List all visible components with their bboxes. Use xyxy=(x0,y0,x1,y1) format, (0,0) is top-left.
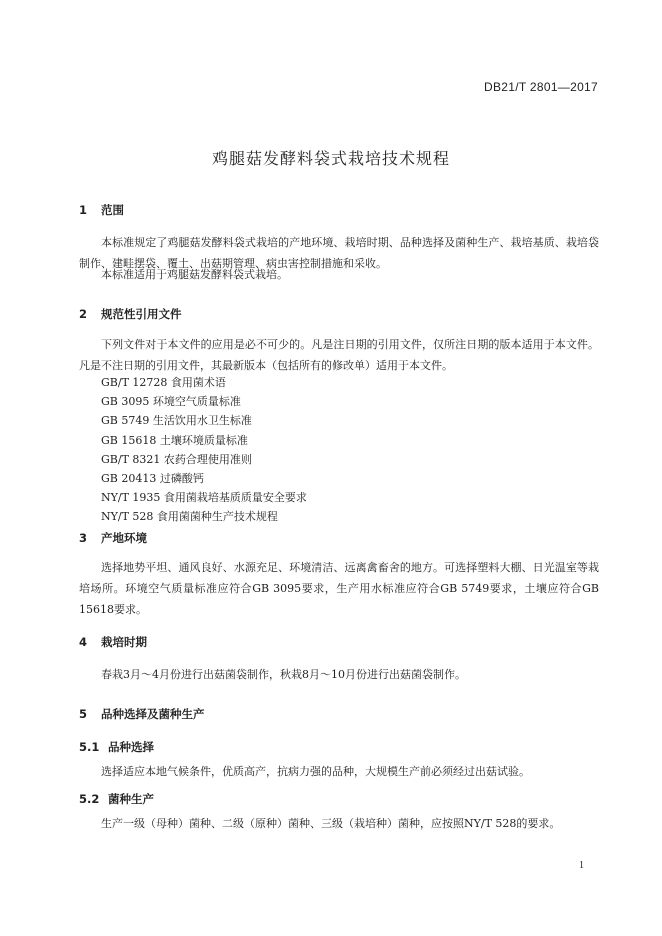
reference-item: GB 20413 过磷酸钙 xyxy=(101,472,204,485)
reference-item: GB/T 12728 食用菌术语 xyxy=(101,376,226,389)
standard-code: DB21/T 2801—2017 xyxy=(484,80,598,94)
section-number: 4 xyxy=(79,635,88,649)
reference-item: NY/T 528 食用菌菌种生产技术规程 xyxy=(101,510,278,523)
subsection-title: 菌种生产 xyxy=(108,792,154,806)
section-2-paragraph-1: 下列文件对于本文件的应用是必不可少的。凡是注日期的引用文件，仅所注日期的版本适用于本文件。凡是不注日期的引用文件，其最新版本（包括所有的修改单）适用于本文件。 xyxy=(79,338,599,372)
section-title: 品种选择及菌种生产 xyxy=(101,707,205,721)
section-number: 3 xyxy=(79,531,88,545)
subsection-title: 品种选择 xyxy=(108,740,154,754)
section-5-heading xyxy=(79,706,205,722)
section-1-paragraph-1: 本标准规定了鸡腿菇发酵料袋式栽培的产地环境、栽培时期、品种选择及菌种生产、栽培基质、栽培袋制作、建畦摆袋、覆土、出菇期管理、病虫害控制措施和采收。 xyxy=(79,236,599,270)
section-4-paragraph-1: 春栽3月～4月份进行出菇菌袋制作，秋栽8月～10月份进行出菇菌袋制作。 xyxy=(101,668,466,681)
section-3-heading xyxy=(79,530,147,546)
subsection-5-2-heading xyxy=(79,791,154,807)
section-2-heading xyxy=(79,306,182,322)
section-title: 产地环境 xyxy=(101,531,147,545)
reference-item: GB 5749 生活饮用水卫生标准 xyxy=(101,414,252,427)
section-number: 2 xyxy=(79,307,88,321)
subsection-number: 5.1 xyxy=(79,740,100,754)
section-1-paragraph-2: 本标准适用于鸡腿菇发酵料袋式栽培。 xyxy=(101,268,288,281)
page-number: 1 xyxy=(579,860,584,871)
section-4-heading xyxy=(79,634,147,650)
reference-item: GB/T 8321 农药合理使用准则 xyxy=(101,453,252,466)
subsection-number: 5.2 xyxy=(79,792,100,806)
section-title: 范围 xyxy=(101,203,124,217)
subsection-5-1-paragraph: 选择适应本地气候条件，优质高产，抗病力强的品种，大规模生产前必须经过出菇试验。 xyxy=(101,765,530,778)
section-3-paragraph-1: 选择地势平坦、通风良好、水源充足、环境清洁、远离禽畜舍的地方。可选择塑料大棚、日光温室等栽培场所。环境空气质量标准应符合GB 3095要求，生产用水标准应符合GB 5749要求，土壤应符合GB 15618要求。 xyxy=(79,561,599,616)
reference-item: GB 3095 环境空气质量标准 xyxy=(101,395,241,408)
section-1-heading xyxy=(79,202,124,218)
section-number: 5 xyxy=(79,707,88,721)
reference-item: GB 15618 土壤环境质量标准 xyxy=(101,434,248,447)
document-title: 鸡腿菇发酵料袋式栽培技术规程 xyxy=(211,149,450,168)
reference-item: NY/T 1935 食用菌栽培基质质量安全要求 xyxy=(101,491,307,504)
section-title: 规范性引用文件 xyxy=(101,307,182,321)
section-title: 栽培时期 xyxy=(101,635,147,649)
subsection-5-2-paragraph: 生产一级（母种）菌种、二级（原种）菌种、三级（栽培种）菌种，应按照NY/T 528的要求。 xyxy=(101,817,561,830)
section-number: 1 xyxy=(79,203,88,217)
subsection-5-1-heading xyxy=(79,739,154,755)
